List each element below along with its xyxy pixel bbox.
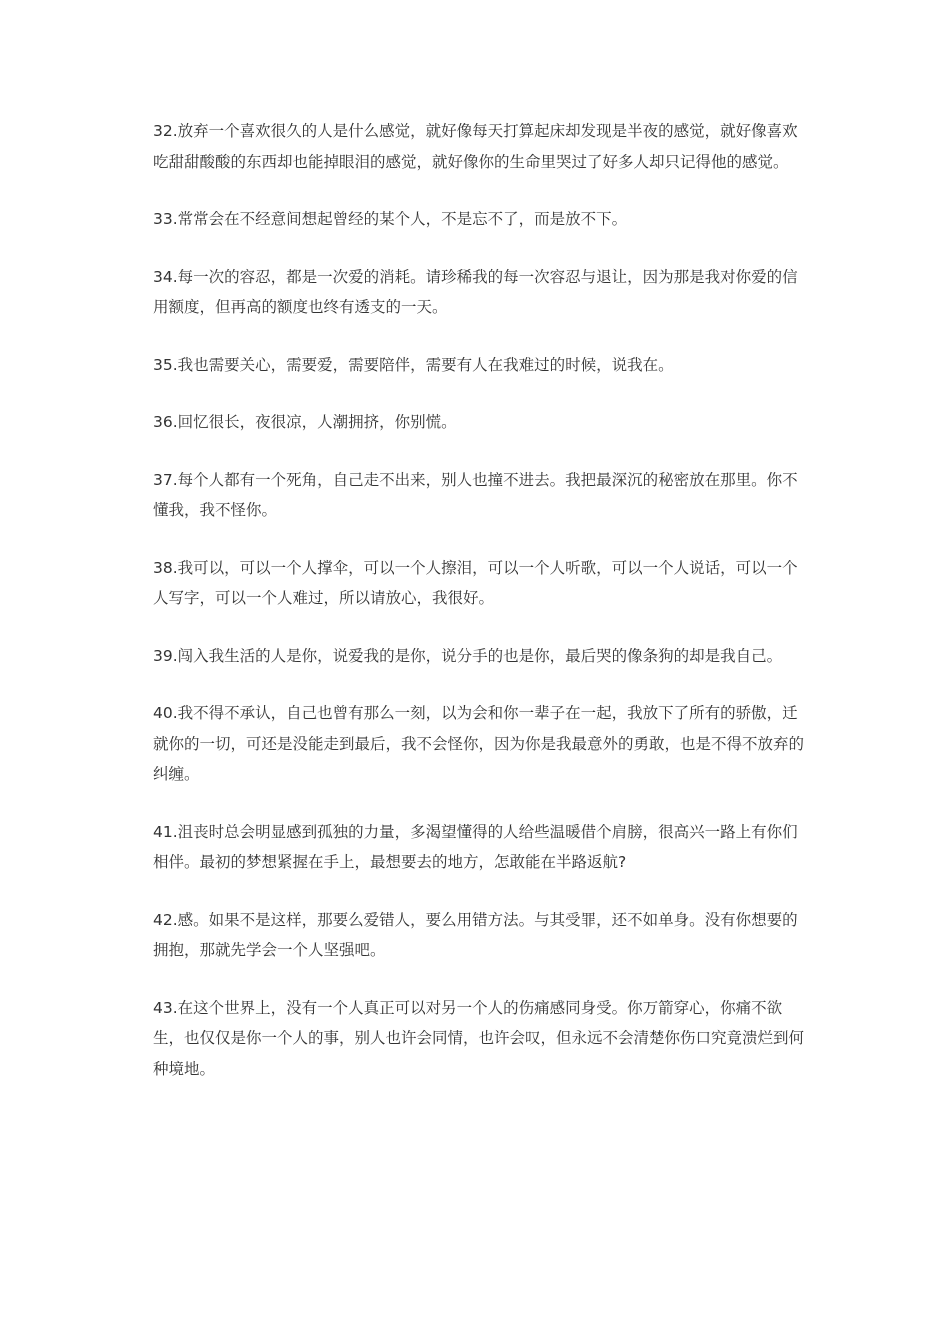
document-body <box>153 116 813 1111</box>
paragraph-36: 36.回忆很长，夜很凉，人潮拥挤，你别慌。 <box>153 413 457 431</box>
paragraph-35: 35.我也需要关心，需要爱，需要陪伴，需要有人在我难过的时候，说我在。 <box>153 355 674 374</box>
paragraph-34: 34.每一次的容忍，都是一次爱的消耗。请珍稀我的每一次容忍与退让，因为那是我对你爱的信用额度，但再高的额度也终有透支的一天。 <box>153 267 798 316</box>
paragraph-43: 43.在这个世界上，没有一个人真正可以对另一个人的伤痛感同身受。你万箭穿心，你痛不欲生，也仅仅是你一个人的事，别人也许会同情，也许会叹，但永远不会清楚你伤口究竟溃烂到何种境地。 <box>153 998 805 1078</box>
paragraph-33: 33.常常会在不经意间想起曾经的某个人，不是忘不了，而是放不下。 <box>153 210 628 228</box>
paragraph-37: 37.每个人都有一个死角，自己走不出来，别人也撞不进去。我把最深沉的秘密放在那里。你不懂我，我不怪你。 <box>153 470 798 519</box>
paragraph-41: 41.沮丧时总会明显感到孤独的力量，多渴望懂得的人给些温暖借个肩膀，很高兴一路上有你们相伴。最初的梦想紧握在手上，最想要去的地方，怎敢能在半路返航? <box>153 822 798 871</box>
paragraph-39: 39.闯入我生活的人是你，说爱我的是你，说分手的也是你，最后哭的像条狗的却是我自己。 <box>153 646 783 665</box>
paragraph-40: 40.我不得不承认，自己也曾有那么一刻，以为会和你一辈子在一起，我放下了所有的骄傲，迁就你的一切，可还是没能走到最后，我不会怪你，因为你是我最意外的勇敢，也是不得不放弃的纠缠。 <box>153 704 805 783</box>
paragraph-38: 38.我可以，可以一个人撑伞，可以一个人擦泪，可以一个人听歌，可以一个人说话，可以一个人写字，可以一个人难过，所以请放心，我很好。 <box>153 558 798 607</box>
paragraph-32: 32.放弃一个喜欢很久的人是什么感觉，就好像每天打算起床却发现是半夜的感觉，就好像喜欢吃甜甜酸酸的东西却也能掉眼泪的感觉，就好像你的生命里哭过了好多人却只记得他的感觉。 <box>153 122 798 171</box>
paragraph-42: 42.感。如果不是这样，那要么爱错人，要么用错方法。与其受罪，还不如单身。没有你想要的拥抱，那就先学会一个人坚强吧。 <box>153 910 798 959</box>
